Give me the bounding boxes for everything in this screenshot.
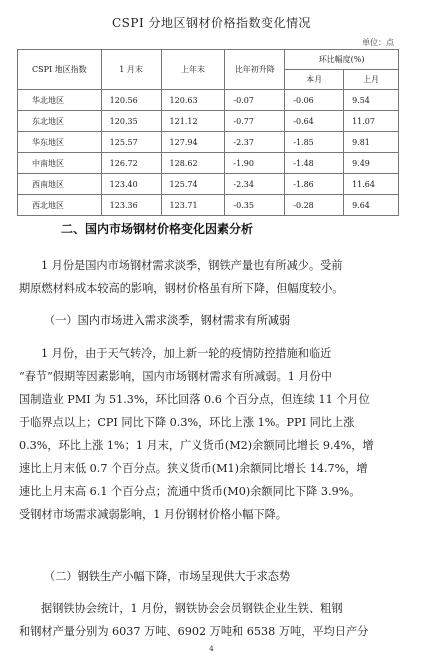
text-line: 速比上月末低 0.7 个百分点。狭义货币(M1)余额同比增长 14.7%，增 [19,462,368,475]
cell-region: 东北地区 [18,111,102,132]
cell-region: 华东地区 [18,132,102,153]
cell-jan: 125.57 [101,132,161,153]
cell-prev: 128.62 [161,153,225,174]
table-row [18,90,399,111]
cell-prev: 125.74 [161,174,225,195]
unit-label: 单位：点 [362,38,394,47]
table-row [18,111,399,132]
cell-this-month: -1.85 [285,132,344,153]
cell-ytd: -2.37 [225,132,285,153]
cell-last-month: 9.81 [344,132,399,153]
cell-this-month: -0.28 [285,195,344,216]
table-row [18,174,399,195]
text-line: 国制造业 PMI 为 51.3%，环比回落 0.6 个百分点，但连续 11 个月位 [19,393,370,406]
intro-paragraph [19,254,405,300]
cell-this-month: -1.86 [285,174,344,195]
cell-ytd: -0.77 [225,111,285,132]
cell-jan: 120.35 [101,111,161,132]
cell-this-month: -0.06 [285,90,344,111]
table-title: CSPI 分地区钢材价格指数变化情况 [111,16,312,30]
text-line: 期原燃材料成本较高的影响，钢材价格虽有所下降，但幅度较小。 [19,282,344,295]
header-last-month: 上月 [344,70,399,90]
header-ytd: 比年初升降 [225,50,285,90]
cell-prev: 123.71 [161,195,225,216]
cell-jan: 120.56 [101,90,161,111]
text-line: 受钢材市场需求减弱影响，1 月份钢材价格小幅下降。 [19,508,287,521]
header-prev: 上年末 [161,50,225,90]
cell-prev: 120.63 [161,90,225,111]
text-line: 据钢铁协会统计，1 月份，钢铁协会会员钢铁企业生铁、粗钢 [41,602,343,615]
text-line: 1 月份是国内市场钢材需求淡季，钢铁产量也有所减少。受前 [41,259,343,272]
page-number: 4 [209,645,214,653]
text-line: 0.3%，环比上涨 1%；1 月末，广义货币(M2)余额同比增长 9.4%，增 [19,439,374,452]
text-line: 速比上月末高 6.1 个百分点；流通中货币(M0)余额同比下降 3.9%。 [19,485,361,498]
text-line: “春节”假期等因素影响，国内市场钢材需求有所减弱。1 月份中 [19,370,332,383]
cell-ytd: -1.90 [225,153,285,174]
cell-jan: 123.40 [101,174,161,195]
cell-prev: 121.12 [161,111,225,132]
price-index-table [17,49,399,216]
demand-paragraph [19,342,405,526]
section-heading: 二、国内市场钢材价格变化因素分析 [61,222,254,236]
supply-paragraph [19,597,405,643]
cell-region: 华北地区 [18,90,102,111]
cell-ytd: -0.07 [225,90,285,111]
header-this-month: 本月 [285,70,344,90]
cell-region: 中南地区 [18,153,102,174]
cell-region: 西南地区 [18,174,102,195]
cell-last-month: 9.49 [344,153,399,174]
cell-this-month: -1.48 [285,153,344,174]
cell-this-month: -0.64 [285,111,344,132]
text-line: 和钢材产量分别为 6037 万吨、6902 万吨和 6538 万吨，平均日产分 [19,625,369,638]
table-row [18,132,399,153]
cell-jan: 126.72 [101,153,161,174]
cell-last-month: 11.64 [344,174,399,195]
cell-jan: 123.36 [101,195,161,216]
cell-last-month: 9.54 [344,90,399,111]
cell-prev: 127.94 [161,132,225,153]
cell-ytd: -0.35 [225,195,285,216]
header-region: CSPI 地区指数 [18,50,102,90]
cell-region: 西北地区 [18,195,102,216]
subheading-demand: （一）国内市场进入需求淡季，钢材需求有所减弱 [44,314,291,327]
table-row [18,153,399,174]
text-line: 1 月份，由于天气转冷，加上新一轮的疫情防控措施和临近 [41,347,332,360]
text-line: 于临界点以上；CPI 同比下降 0.3%，环比上涨 1%。PPI 同比上涨 [19,416,355,429]
cell-ytd: -2.34 [225,174,285,195]
header-mom: 环比幅度(%) [285,50,399,70]
cell-last-month: 11.07 [344,111,399,132]
header-jan: 1 月末 [101,50,161,90]
cell-last-month: 9.64 [344,195,399,216]
subheading-supply: （二）钢铁生产小幅下降，市场呈现供大于求态势 [44,570,291,583]
table-row [18,195,399,216]
